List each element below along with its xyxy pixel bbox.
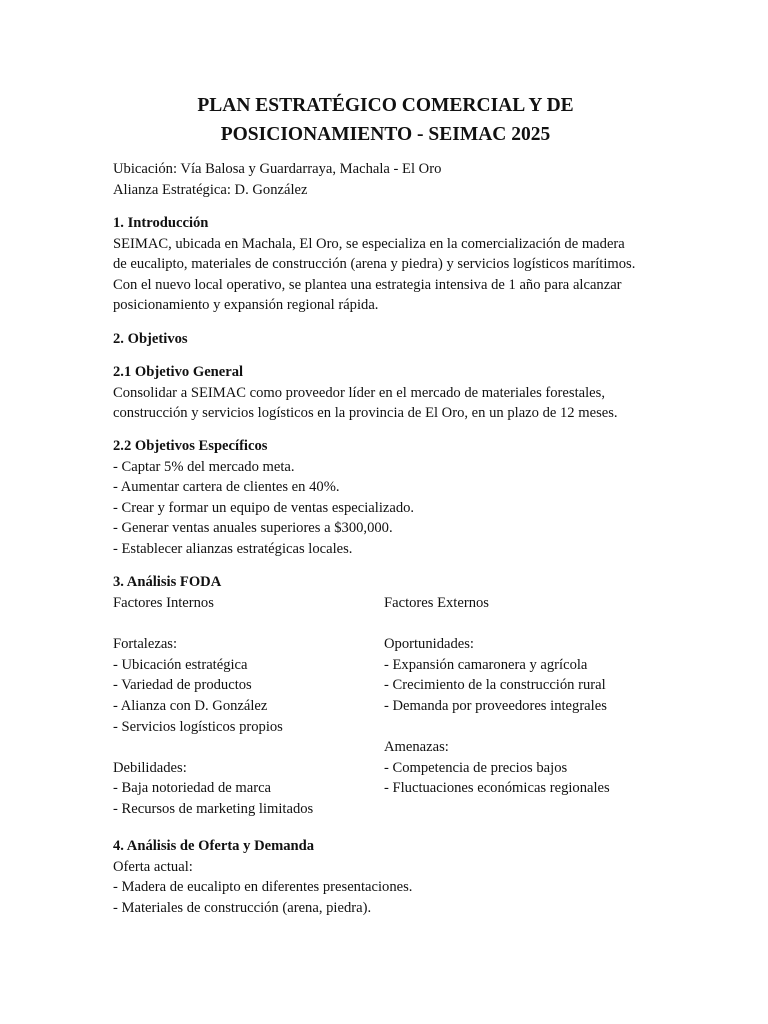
header-info	[113, 159, 658, 200]
internal-factors-label: Factores Internos	[113, 595, 214, 611]
general-objective-line: construcción y servicios logísticos en la provincia de El Oro, en un plazo de 12 meses.	[113, 405, 618, 422]
section-supply-demand	[113, 836, 658, 918]
opportunities-label: Oportunidades:	[384, 636, 474, 653]
foda-external-column	[384, 593, 658, 799]
title-line-2: POSICIONAMIENTO - SEIMAC 2025	[220, 123, 551, 145]
section-introduction	[113, 213, 658, 316]
strengths-label: Fortalezas:	[113, 636, 178, 653]
specific-objectives-heading: 2.2 Objetivos Específicos	[113, 438, 268, 454]
alliance-text: Alianza Estratégica: D. González	[113, 181, 308, 198]
title-line-1: PLAN ESTRATÉGICO COMERCIAL Y DE	[197, 95, 574, 116]
intro-line: SEIMAC, ubicada en Machala, El Oro, se especializa en la comercialización de madera	[113, 235, 625, 252]
list-item: - Baja notoriedad de marca	[113, 780, 272, 797]
foda-heading: 3. Análisis FODA	[113, 574, 222, 590]
list-item: - Competencia de precios bajos	[384, 759, 568, 776]
external-factors-label: Factores Externos	[384, 595, 489, 611]
weaknesses-label: Debilidades:	[113, 759, 187, 776]
list-item: - Ubicación estratégica	[113, 656, 248, 673]
list-item: - Fluctuaciones económicas regionales	[384, 780, 610, 797]
intro-line: Con el nuevo local operativo, se plantea una estrategia intensiva de 1 año para alcanzar	[113, 276, 622, 293]
specific-objectives	[113, 436, 658, 560]
threats-label: Amenazas:	[384, 739, 449, 756]
list-item: - Crear y formar un equipo de ventas especializado.	[113, 499, 415, 516]
intro-heading: 1. Introducción	[113, 215, 209, 231]
supply-heading: 4. Análisis de Oferta y Demanda	[113, 838, 315, 854]
general-objective-heading: 2.1 Objetivo General	[113, 364, 244, 380]
objectives-heading: 2. Objetivos	[113, 331, 188, 347]
list-item: - Crecimiento de la construcción rural	[384, 677, 606, 694]
list-item: - Variedad de productos	[113, 677, 252, 694]
list-item: - Materiales de construcción (arena, piedra).	[113, 899, 372, 916]
list-item: - Generar ventas anuales superiores a $300,000.	[113, 520, 393, 537]
list-item: - Captar 5% del mercado meta.	[113, 458, 295, 475]
general-objective	[113, 362, 658, 424]
list-item: - Alianza con D. González	[113, 697, 268, 714]
list-item: - Expansión camaronera y agrícola	[384, 656, 588, 673]
section-foda	[113, 572, 658, 593]
location-text: Ubicación: Vía Balosa y Guardarraya, Machala - El Oro	[113, 161, 442, 177]
general-objective-line: Consolidar a SEIMAC como proveedor líder en el mercado de materiales forestales,	[113, 384, 605, 401]
list-item: - Establecer alianzas estratégicas locales.	[113, 540, 353, 557]
offer-label: Oferta actual:	[113, 858, 193, 875]
intro-line: posicionamiento y expansión regional rápida.	[113, 297, 379, 314]
foda-internal-column	[113, 593, 373, 820]
list-item: - Madera de eucalipto en diferentes presentaciones.	[113, 879, 413, 896]
intro-line: de eucalipto, materiales de construcción (arena y piedra) y servicios logísticos marítimos.	[113, 256, 636, 273]
list-item: - Aumentar cartera de clientes en 40%.	[113, 479, 340, 496]
list-item: - Recursos de marketing limitados	[113, 800, 314, 817]
section-objectives	[113, 329, 658, 350]
list-item: - Demanda por proveedores integrales	[384, 697, 607, 714]
list-item: - Servicios logísticos propios	[113, 718, 283, 735]
document-title	[113, 92, 658, 149]
